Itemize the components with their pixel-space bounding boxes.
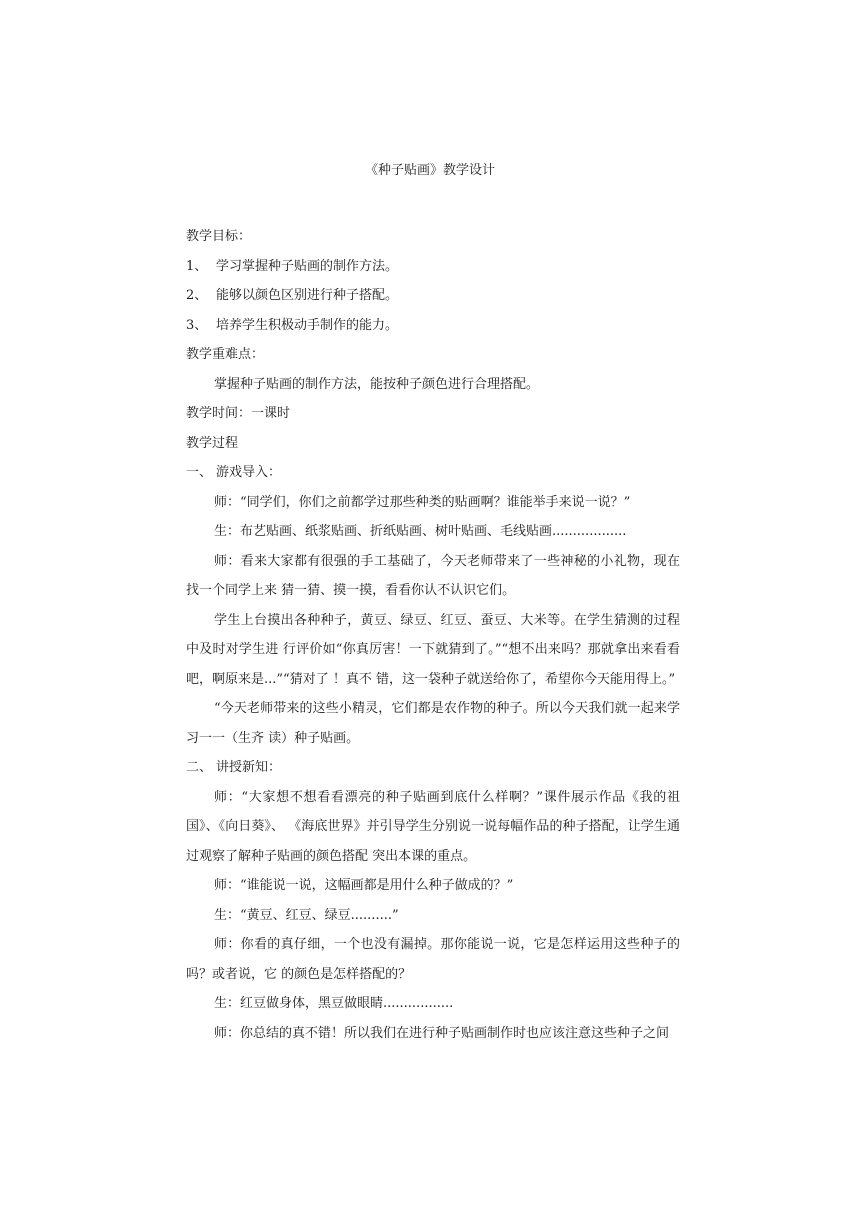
goal-item: [186, 281, 680, 311]
dialogue-paragraph: “今天老师带来的这些小精灵，它们都是农作物的种子。所以今天我们就一起来学习一一（生齐 读）种子贴画。: [186, 701, 680, 746]
goal-item: [186, 252, 680, 282]
section-heading: [186, 458, 680, 488]
dialogue-paragraph: 师：你总结的真不错！所以我们在进行种子贴画制作时也应该注意这些种子之间: [214, 1025, 670, 1041]
dialogue-paragraph: 师：“谁能说一说，这幅画都是用什么种子做成的？”: [214, 878, 514, 893]
dialogue-paragraph: 生：布艺贴画、纸浆贴画、折纸贴画、树叶贴画、毛线贴画..................: [214, 524, 627, 539]
goal-text: 能够以颜色区别进行种子搭配。: [216, 288, 399, 303]
dialogue-paragraph: 学生上台摸出各种种子，黄豆、绿豆、红豆、蚕豆、大米等。在学生猜测的过程中及时对学生进 行评价如“你真厉害！一下就猜到了。”“想不出来吗？那就拿出来看看吧，啊原来是...”“猜对了 ！真不 错，这一袋种子就送给你了，希望你今天能用得上。”: [186, 612, 680, 687]
lesson-time: 教学时间：一课时: [186, 406, 291, 421]
dialogue-paragraph: 师：你看的真仔细，一个也没有漏掉。那你能说一说，它是怎样运用这些种子的吗？或者说，它 的颜色是怎样搭配的？: [186, 937, 680, 982]
goal-number: 2、: [186, 288, 208, 303]
goal-text: 培养学生积极动手制作的能力。: [216, 317, 399, 333]
process-heading: 教学过程: [186, 435, 239, 451]
goal-number: 3、: [186, 317, 208, 333]
key-points-text: 掌握种子贴画的制作方法，能按种子颜色进行合理搭配。: [214, 376, 540, 392]
dialogue-paragraph: 师：“大家想不想看看漂亮的种子贴画到底什么样啊？”课件展示作品《我的祖国》、《向日葵》、 《海底世界》并引导学生分别说一说每幅作品的种子搭配，让学生通过观察了解种子贴画的颜色搭配 突出本课的重点。: [186, 789, 680, 864]
dialogue-paragraph: 生：红豆做身体，黑豆做眼睛.................: [214, 996, 454, 1011]
section-title: 讲授新知：: [216, 760, 282, 775]
goal-number: 1、: [186, 258, 208, 274]
dialogue-paragraph: 生：“黄豆、红豆、绿豆..........”: [214, 907, 399, 923]
key-points-heading: 教学重难点：: [186, 347, 265, 362]
dialogue-paragraph: 师：“同学们，你们之前都学过那些种类的贴画啊？谁能举手来说一说？”: [214, 494, 631, 510]
goal-item: [186, 311, 680, 341]
section-title: 游戏导入：: [216, 465, 282, 480]
document-body: [186, 222, 680, 1048]
section-heading: [186, 753, 680, 783]
dialogue-paragraph: 师：看来大家都有很强的手工基础了，今天老师带来了一些神秘的小礼物，现在找一个同学上来 猜一猜、摸一摸，看看你认不认识它们。: [186, 553, 680, 598]
goal-heading: 教学目标：: [186, 229, 252, 244]
goal-text: 学习掌握种子贴画的制作方法。: [216, 258, 399, 274]
section-number: 二、: [186, 760, 213, 775]
page-title: 《种子贴画》教学设计: [364, 163, 495, 178]
section-number: 一、: [186, 465, 213, 480]
